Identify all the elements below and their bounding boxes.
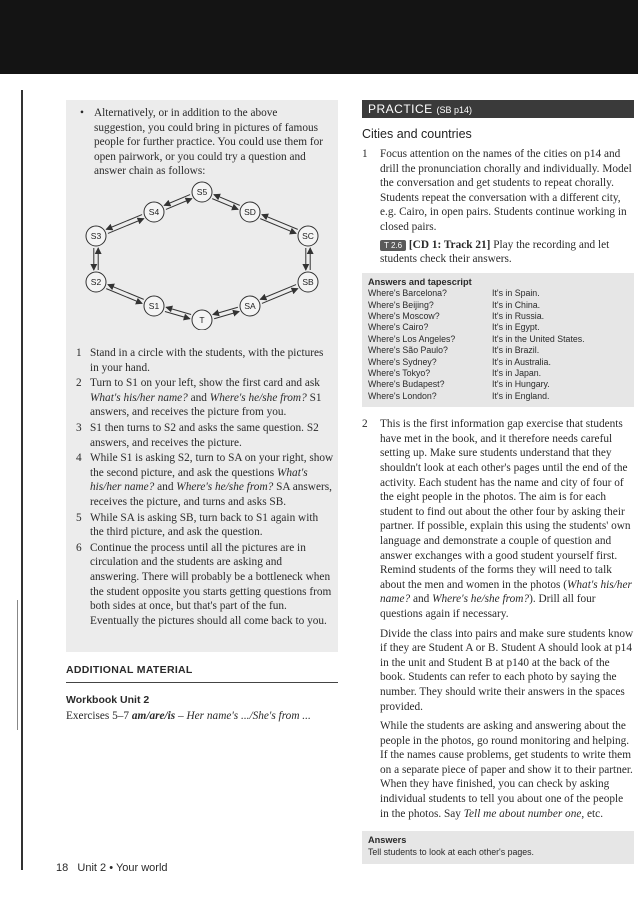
- answers2-text: Tell students to look at each other's pages.: [368, 846, 534, 857]
- answers-table: [368, 288, 585, 402]
- procedure-step: 6 Continue the process until all the pictures are in circulation and the students are asking and answering. There will probably be a bottleneck when the student opposite you starts getting questions from both sides at once, but that's part of the fun. Eventually the pictures should all come back to you.: [76, 541, 332, 627]
- section-subheading: Cities and countries: [362, 127, 472, 141]
- top-banner: [0, 0, 638, 74]
- answer-row: Where's Cairo? It's in Egypt.: [368, 322, 540, 333]
- chain-node-label: T: [199, 315, 205, 326]
- answer-row: Where's Tokyo? It's in Japan.: [368, 368, 542, 378]
- answers-box: [362, 831, 634, 864]
- extra-idea-text: Alternatively, or in addition to the above suggestion, you could bring in pictures of famous people for further practice. You could use them for open pairwork, or you could try a question and answer chain as follows:: [94, 107, 324, 178]
- chain-node-label: S5: [196, 187, 208, 198]
- track-instruction: T 2.6 [CD 1: Track 21] Play the recording and let students check their answers.: [380, 238, 610, 266]
- answer-row: Where's Beijing? It's in China.: [368, 299, 541, 310]
- chain-node-label: SA: [244, 301, 256, 312]
- procedure-step: 4 While S1 is asking S2, turn to SA on your right, show the second picture, and ask the questions What's his/her name? and Where's he/she from? SA answers, receives the picture, and turns and asks SB.: [76, 452, 334, 508]
- chain-arrow: [212, 199, 238, 210]
- chain-node-label: SB: [302, 277, 314, 288]
- chain-arrow: [166, 199, 192, 210]
- additional-heading: ADDITIONAL MATERIAL: [66, 664, 193, 676]
- margin-rule: [21, 90, 23, 870]
- instruction-monitoring: While the students are asking and answering about the people in the photos, go round monitoring and helping. If the names cause problems, get students to write them on a separate piece of paper and show it to their partner. When they have finished, you can check by asking individual students to tell you about one of the people in the photos. Say Tell me about number one, etc.: [380, 720, 633, 820]
- instruction-2: 2 This is the first information gap exercise that students have met in the book, and it therefore needs careful setting up. Make sure students understand that they shouldn't look at each other's pages until the end of the activity. Each student has the name and city of four of the eight people in the photos. The aim is for each student to find out about the other four by asking their partner. If possible, explain this using the students' own language and demonstrate a couple of question and answer exchanges with a good student yourself first. Remind students of the forms they will need to talk about the men and women in the photos (What's his/her name? and Where's he/she from?). Drill all four questions again if necessary.: [362, 418, 632, 620]
- margin-rule-secondary: [17, 600, 18, 730]
- answer-row: Where's São Paulo? It's in Brazil.: [368, 345, 540, 356]
- chain-arrow: [214, 195, 240, 206]
- procedure-steps: [76, 346, 334, 629]
- footer-separator: •: [109, 862, 114, 874]
- page-footer: [56, 862, 168, 874]
- footer-unit: Unit 2: [77, 862, 107, 874]
- additional-material: [66, 664, 338, 722]
- exercises-line: Exercises 5–7 am/are/is – Her name's .../She's from ...: [66, 710, 311, 722]
- practice-column: [362, 100, 634, 864]
- procedure-step: 3 S1 then turns to S2 and asks the same question. S2 answers, and receives the picture.: [76, 421, 319, 449]
- procedure-step: 5 While SA is asking SB, turn back to S1 again with the third picture, and ask the question.: [76, 511, 319, 539]
- practice-header: PRACTICE (SB p14): [362, 100, 634, 118]
- extra-idea-bullet: [80, 106, 330, 179]
- question-chain-diagram: [76, 180, 328, 330]
- answers2-heading: Answers: [368, 835, 407, 846]
- chain-node-label: S1: [148, 301, 160, 312]
- chain-node-label: SD: [244, 207, 256, 218]
- extra-idea-box: [66, 100, 338, 652]
- answer-row: Where's Moscow? It's in Russia.: [368, 310, 545, 321]
- answers-heading: Answers and tapescript: [368, 276, 472, 287]
- instruction-pairs: Divide the class into pairs and make sure students know if they are Student A or B. Student A should look at p14 in the unit and Student B at p140 at the back of the book. Students can refer to each photo by saying the number. They should write their answers in the spaces provided.: [380, 627, 634, 713]
- chain-node-label: S3: [90, 231, 102, 242]
- audio-track-icon: T 2.6: [380, 240, 406, 251]
- answer-row: Where's Sydney? It's in Australia.: [368, 356, 551, 367]
- chain-node-label: SC: [302, 231, 314, 242]
- procedure-step: 1 Stand in a circle with the students, with the pictures in your hand.: [76, 347, 324, 374]
- workbook-label: Workbook Unit 2: [66, 694, 150, 706]
- chain-node-label: S4: [148, 207, 160, 218]
- answers-tapescript-box: [362, 273, 634, 407]
- instruction-1: 1 Focus attention on the names of the cities on p14 and drill the pronunciation chorally and individually. Model the conversation and get students to repeat chorally. Students repeat the conversation with a different city, e.g. Cairo, in open pairs. Students continue working in closed pairs.: [362, 148, 632, 233]
- footer-title: Your world: [115, 862, 168, 874]
- bullet-dot-icon: •: [80, 107, 84, 119]
- answer-row: Where's Budapest? It's in Hungary.: [368, 379, 550, 390]
- additional-rule: [66, 682, 338, 683]
- chain-arrow: [164, 195, 190, 206]
- answer-row: Where's London? It's in England.: [368, 390, 550, 401]
- answer-row: Where's Barcelona? It's in Spain.: [368, 288, 540, 299]
- page-number: 18: [56, 862, 69, 874]
- answer-row: Where's Los Angeles? It's in the United States.: [368, 333, 585, 344]
- chain-node-label: S2: [90, 277, 102, 288]
- procedure-step: 2 Turn to S1 on your left, show the first card and ask What's his/her name? and Where's he/she from? S1 answers, and receives the picture from you.: [76, 377, 322, 419]
